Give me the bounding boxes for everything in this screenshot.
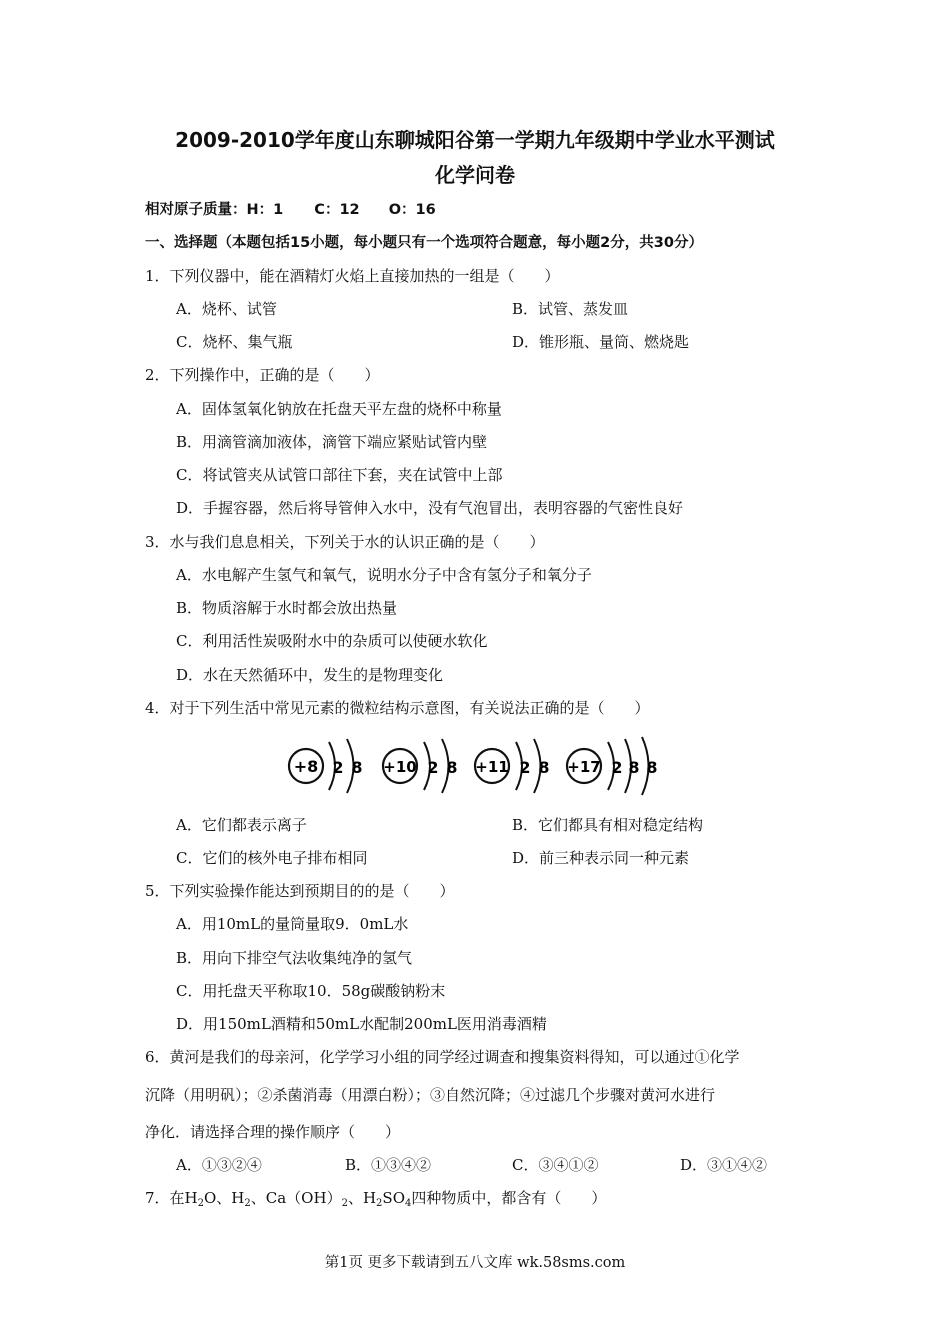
particle-4-shell-3: 8 — [646, 758, 658, 777]
question-6-option-c: C．③④①② — [512, 1156, 599, 1174]
q7-sub-5: 4 — [405, 1198, 412, 1209]
question-2-stem: 2．下列操作中，正确的是（ ） — [145, 366, 380, 384]
atomic-mass-label: 相对原子质量： — [145, 202, 247, 218]
question-7-stem — [145, 1188, 606, 1214]
particle-4 — [567, 737, 658, 795]
particle-4-nucleus: +17 — [567, 758, 601, 776]
question-2-option-a: A．固体氢氧化钠放在托盘天平左盘的烧杯中称量 — [176, 400, 502, 418]
question-3-option-a: A．水电解产生氢气和氧气，说明水分子中含有氢分子和氧分子 — [176, 566, 592, 584]
particle-2-nucleus: +10 — [383, 758, 417, 776]
q7-text-1: 7．在H — [145, 1189, 198, 1207]
question-1-option-d: D．锥形瓶、量筒、燃烧匙 — [512, 333, 690, 351]
question-6-option-b: B．①③④② — [345, 1156, 432, 1174]
question-6-stem-line-3: 净化．请选择合理的操作顺序（ ） — [145, 1123, 401, 1141]
question-2-option-b: B．用滴管滴加液体，滴管下端应紧贴试管内壁 — [176, 433, 488, 451]
question-6-option-d: D．③①④② — [680, 1156, 768, 1174]
atomic-mass-h: H：1 — [246, 202, 284, 218]
q7-text-4: 、H — [347, 1189, 377, 1207]
q7-text-2: O、H — [204, 1189, 245, 1207]
particle-1-shell-1: 2 — [332, 758, 344, 777]
q7-text-6: 四种物质中，都含有（ ） — [411, 1189, 607, 1207]
particle-1-nucleus: +8 — [293, 757, 319, 776]
question-2-option-d: D．手握容器，然后将导管伸入水中，没有气泡冒出，表明容器的气密性良好 — [176, 499, 684, 517]
particle-1 — [289, 739, 363, 793]
question-5-option-b: B．用向下排空气法收集纯净的氢气 — [176, 949, 413, 967]
question-3-option-b: B．物质溶解于水时都会放出热量 — [176, 599, 398, 617]
q7-sub-2: 2 — [244, 1198, 251, 1209]
question-3-option-c: C．利用活性炭吸附水中的杂质可以使硬水软化 — [176, 632, 488, 650]
question-3-option-d: D．水在天然循环中，发生的是物理变化 — [176, 666, 444, 684]
question-6-stem-line-1: 6．黄河是我们的母亲河，化学学习小组的同学经过调查和搜集资料得知，可以通过①化学 — [145, 1048, 740, 1066]
q7-sub-3: 2 — [341, 1198, 348, 1209]
particle-4-shell-1: 2 — [611, 758, 623, 777]
exam-subtitle: 化学问卷 — [435, 163, 515, 187]
q7-text-3: 、Ca（OH） — [250, 1189, 342, 1207]
question-4-stem: 4．对于下列生活中常见元素的微粒结构示意图，有关说法正确的是（ ） — [145, 699, 650, 717]
question-4-option-c: C．它们的核外电子排布相同 — [176, 849, 368, 867]
particle-4-shell-2: 8 — [628, 758, 640, 777]
question-1-option-a: A．烧杯、试管 — [176, 300, 277, 318]
particle-1-shell-2: 8 — [351, 758, 363, 777]
exam-title: 2009-2010学年度山东聊城阳谷第一学期九年级期中学业水平测试 — [175, 128, 775, 152]
q7-text-5: SO — [382, 1189, 405, 1207]
particle-2-shell-1: 2 — [427, 758, 439, 777]
question-1-option-b: B．试管、蒸发皿 — [512, 300, 629, 318]
question-5-option-c: C．用托盘天平称取10．58g碳酸钠粉末 — [176, 982, 446, 1000]
atomic-mass-line — [145, 200, 436, 220]
question-1-option-c: C．烧杯、集气瓶 — [176, 333, 293, 351]
question-6-option-a: A．①③②④ — [176, 1156, 262, 1174]
q7-sub-4: 2 — [376, 1198, 383, 1209]
question-2-option-c: C．将试管夹从试管口部往下套，夹在试管中上部 — [176, 466, 503, 484]
particle-structure-diagram — [285, 734, 675, 798]
atomic-mass-o: O：16 — [388, 202, 436, 218]
question-3-stem: 3．水与我们息息相关，下列关于水的认识正确的是（ ） — [145, 533, 545, 551]
section-heading: 一、选择题（本题包括15小题，每小题只有一个选项符合题意，每小题2分，共30分） — [145, 235, 703, 251]
question-6-stem-line-2: 沉降（用明矾）；②杀菌消毒（用漂白粉）；③自然沉降；④过滤几个步骤对黄河水进行 — [145, 1086, 716, 1104]
q7-sub-1: 2 — [197, 1198, 204, 1209]
question-4-option-b: B．它们都具有相对稳定结构 — [512, 816, 704, 834]
particle-3-nucleus: +11 — [475, 758, 509, 776]
question-5-stem: 5．下列实验操作能达到预期目的的是（ ） — [145, 882, 455, 900]
particle-3 — [475, 739, 550, 793]
question-4-option-d: D．前三种表示同一种元素 — [512, 849, 690, 867]
page-footer: 第1页 更多下载请到五八文库 wk.58sms.com — [324, 1255, 626, 1271]
particle-2 — [383, 739, 458, 793]
question-4-option-a: A．它们都表示离子 — [176, 816, 307, 834]
question-5-option-d: D．用150mL酒精和50mL水配制200mL医用消毒酒精 — [176, 1015, 547, 1033]
atomic-mass-c: C：12 — [314, 202, 360, 218]
question-5-option-a: A．用10mL的量筒量取9．0mL水 — [176, 915, 409, 933]
particle-2-shell-2: 8 — [446, 758, 458, 777]
particle-3-shell-2: 8 — [538, 758, 550, 777]
question-1-stem: 1．下列仪器中，能在酒精灯火焰上直接加热的一组是（ ） — [145, 267, 560, 285]
particle-3-shell-1: 2 — [519, 758, 531, 777]
